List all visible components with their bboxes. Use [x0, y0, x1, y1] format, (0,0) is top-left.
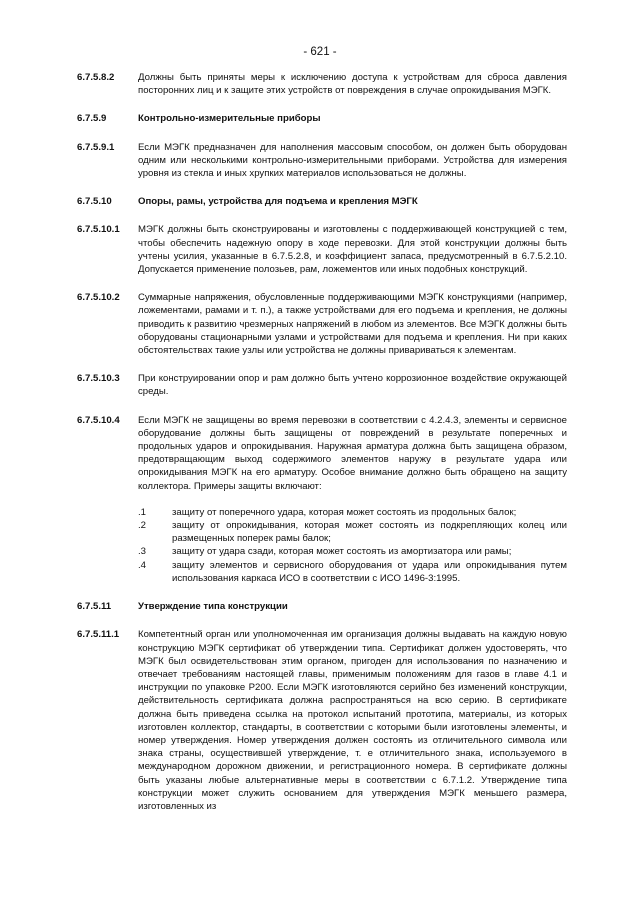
list-marker: .3	[138, 546, 147, 558]
section-number: 6.7.5.10.3	[77, 373, 120, 385]
section-6-7-5-8-2	[77, 71, 567, 97]
document-body	[77, 71, 567, 828]
section-number: 6.7.5.9	[77, 113, 107, 125]
list-item-text: защиту элементов и сервисного оборудования от удара или опрокидывания путем использования каркаса ИСО в соответствии с ИСО 1496-3:1995.	[172, 559, 567, 584]
section-6-7-5-11	[77, 600, 567, 613]
list-marker: .1	[138, 506, 147, 518]
list-marker: .4	[138, 559, 147, 571]
section-number: 6.7.5.10	[77, 196, 112, 208]
list-item	[138, 545, 567, 558]
section-text: При конструировании опор и рам должно быть учтено коррозионное воздействие окружающей среды.	[138, 373, 567, 398]
section-text: Суммарные напряжения, обусловленные поддерживающими МЭГК конструкциями (например, ложементами, рамами и т. п.), а также устройствами для его подъема и крепления, не должны приводить к развитию чрезмерных напряжений в любом из элементов. Все МЭГК должны быть оборудованы стационарными узлами и устройствами для подъема и крепления. Ни при каких обстоятельствах такие узлы или устройства не должны привариваться к элементам.	[138, 292, 567, 357]
section-6-7-5-10-2	[77, 291, 567, 357]
section-text: Компетентный орган или уполномоченная им организация должны выдавать на каждую новую конструкцию МЭГК сертификат об утверждении типа. Сертификат должен удостоверять, что МЭГК был освидетельствован этим органом, пригоден для использования по назначению и отвечает требованиям настоящей главы, применимым положениям для газов в главе 4.1 и инструкции по упаковке Р200. Если МЭГК изготовляются серийно без изменений конструкции, действительность сертификата должна распространяться на всю серию. В сертификате должна быть приведена ссылка на протокол испытаний прототипа, материалы, из которых изготовлен коллектор, стандарты, в соответствии с которыми были изготовлены элементы, и номер утверждения. Номер утверждения должен состоять из отличительного символа или знака страны, осуществившей утверждение, т. е отличительного знака, используемого в международном дорожном движении, и регистрационного номера. В сертификате должны быть указаны любые альтернативные меры в соответствии с 6.7.1.2. Утверждение типа конструкции может служить основанием для утверждения МЭГК меньшего размера, изготовленных из	[138, 629, 567, 812]
section-6-7-5-10-3	[77, 372, 567, 398]
protection-list	[138, 506, 567, 585]
section-heading: Утверждение типа конструкции	[138, 601, 288, 613]
section-6-7-5-11-1	[77, 628, 567, 813]
section-number: 6.7.5.10.2	[77, 292, 120, 304]
list-item-text: защиту от поперечного удара, которая может состоять из продольных балок;	[172, 506, 517, 518]
section-number: 6.7.5.8.2	[77, 72, 115, 83]
section-text: Если МЭГК не защищены во время перевозки в соответствии с 4.2.4.3, элементы и сервисное оборудование должны быть защищены от повреждений в результате поперечных и продольных ударов и опрокидывания. Наружная арматура должна быть защищена образом, предотвращающим выход содержимого элементов наружу в результате удара или опрокидывания МЭГК на его арматуру. Особое внимание должно быть обращено на защиту коллектора. Примеры защиты включают: .1 защиту от поперечного удара, которая может состоять из продольных балок; .2 защиту от опрокидывания, которая может состоять из подкрепляющих колец или размещенных поперек рамы балок; .3 защиту от удара сзади, которая может состоять из амортизатора или рамы; .4 защиту элементов и сервисного оборудования от удара или опрокидывания путем использования каркаса ИСО в соответствии с ИСО 1496-3:1995.	[138, 414, 567, 584]
section-text: Должны быть приняты меры к исключению доступа к устройствам для сброса давления посторонних лиц и к защите этих устройств от повреждения в случае опрокидывания МЭГК.	[138, 72, 567, 97]
section-text: МЭГК должны быть сконструированы и изготовлены с поддерживающей конструкцией с тем, чтобы обеспечить надежную опору в ходе перевозки. Для этой конструкции должны быть учтены усилия, указанные в 6.7.5.2.8, и коэффициент запаса, предусмотренный в 6.7.5.2.10. Допускается применение полозьев, рам, ложементов или иных подобных конструкций.	[138, 224, 567, 276]
section-6-7-5-10	[77, 195, 567, 208]
section-6-7-5-9-1	[77, 141, 567, 181]
section-number: 6.7.5.10.1	[77, 224, 120, 236]
list-item-text: защиту от опрокидывания, которая может состоять из подкрепляющих колец или размещенных поперек рамы балок;	[172, 520, 567, 545]
section-6-7-5-10-4	[77, 414, 567, 585]
list-item	[138, 506, 567, 519]
section-6-7-5-10-1	[77, 223, 567, 276]
section-heading: Контрольно-измерительные приборы	[138, 113, 321, 125]
section-text: Если МЭГК предназначен для наполнения массовым способом, он должен быть оборудован одним или несколькими контрольно-измерительными приборами. Устройства для измерения уровня из стекла и иных хрупких материалов использоваться не должны.	[138, 141, 567, 180]
section-number: 6.7.5.10.4	[77, 414, 120, 426]
list-item	[138, 559, 567, 585]
list-item-text: защиту от удара сзади, которая может состоять из амортизатора или рамы;	[172, 546, 512, 558]
section-number: 6.7.5.11.1	[77, 629, 120, 641]
section-6-7-5-9	[77, 112, 567, 125]
section-heading: Опоры, рамы, устройства для подъема и крепления МЭГК	[138, 196, 418, 208]
section-number: 6.7.5.9.1	[77, 141, 115, 153]
list-item	[138, 519, 567, 545]
list-marker: .2	[138, 520, 147, 532]
page-number: - 621 -	[303, 46, 337, 58]
section-number: 6.7.5.11	[77, 601, 112, 613]
